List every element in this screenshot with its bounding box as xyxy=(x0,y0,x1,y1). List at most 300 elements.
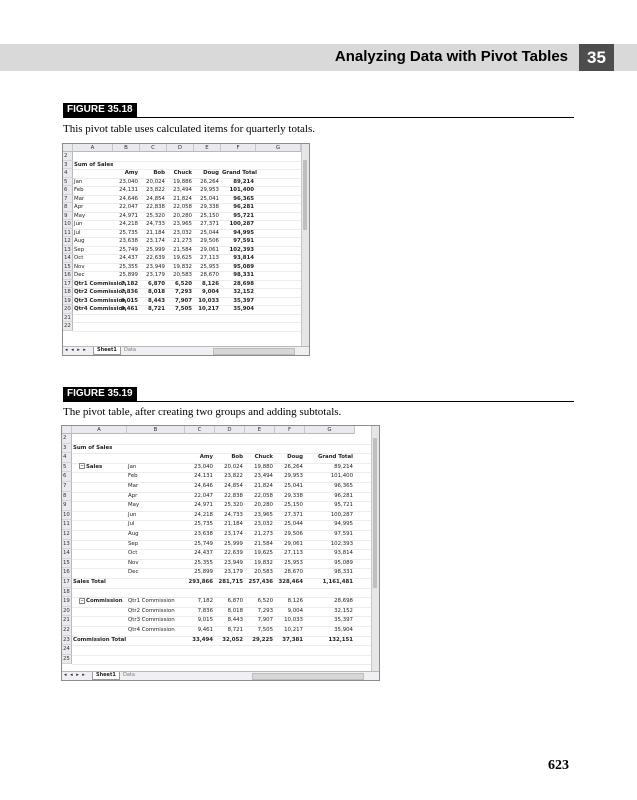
value-cell: 25,899 xyxy=(119,272,138,278)
value-cell: 23,032 xyxy=(173,229,192,236)
value-cell: 7,182 xyxy=(120,280,138,287)
value-cell: 27,113 xyxy=(200,255,219,261)
value-cell: 20,583 xyxy=(173,272,192,278)
group-label-commission xyxy=(73,597,131,607)
row-header[interactable]: 5 xyxy=(63,178,73,187)
column-label: Doug xyxy=(287,454,303,461)
value-cell: 24,218 xyxy=(119,221,138,227)
value-cell: 9,015 xyxy=(197,617,213,624)
value-cell: 21,584 xyxy=(254,540,273,547)
value-cell: 23,179 xyxy=(146,272,165,278)
row-label: Qtr1 Commission xyxy=(74,280,126,287)
row-label: Oct xyxy=(74,255,84,261)
sheet-nav-arrows[interactable]: ◂ ◂ ▸ ▸ xyxy=(65,347,87,353)
row-label: Sep xyxy=(74,246,85,253)
column-header[interactable]: B xyxy=(127,426,185,434)
column-header[interactable]: G xyxy=(256,144,301,152)
horizontal-scrollbar[interactable] xyxy=(213,348,295,355)
value-cell: 23,965 xyxy=(254,511,273,518)
value-cell: 8,126 xyxy=(287,598,303,605)
page-number: 623 xyxy=(548,758,569,773)
row-label: May xyxy=(128,502,140,509)
value-cell: 26,264 xyxy=(284,463,303,470)
value-cell: 100,287 xyxy=(330,511,353,518)
row-header[interactable]: 20 xyxy=(63,305,73,314)
row-header[interactable]: 19 xyxy=(63,297,73,306)
row-header[interactable]: 11 xyxy=(63,229,73,238)
value-cell: 23,965 xyxy=(173,221,192,227)
value-cell: 35,397 xyxy=(334,617,353,624)
row-header[interactable]: 12 xyxy=(62,530,72,540)
row-label: Sep xyxy=(128,540,139,547)
value-cell: 20,583 xyxy=(254,569,273,576)
value-cell: 29,338 xyxy=(200,204,219,210)
sheet-tab-data[interactable]: Data xyxy=(123,672,135,678)
row-header[interactable]: 15 xyxy=(63,263,73,272)
value-cell: 21,824 xyxy=(254,483,273,489)
subtotal-value: 33,494 xyxy=(192,636,213,643)
value-cell: 24,646 xyxy=(119,195,138,202)
subtotal-value: 32,052 xyxy=(222,636,243,643)
subtotal-label: Commission Total xyxy=(73,636,127,643)
value-cell: 35,397 xyxy=(233,297,254,304)
value-cell: 97,591 xyxy=(233,238,254,244)
value-cell: 19,625 xyxy=(173,255,192,261)
value-cell: 23,040 xyxy=(194,463,213,470)
value-cell: 29,506 xyxy=(284,531,303,537)
row-header[interactable]: 22 xyxy=(63,322,73,331)
row-header[interactable]: 9 xyxy=(63,212,73,221)
value-cell: 21,273 xyxy=(254,531,273,537)
subtotal-value: 257,436 xyxy=(248,579,273,585)
value-cell: 21,584 xyxy=(173,246,192,253)
row-label: Qtr3 Commission xyxy=(128,617,175,624)
subtotal-value: 281,715 xyxy=(218,579,243,585)
value-cell: 24,971 xyxy=(194,502,213,509)
value-cell: 25,041 xyxy=(200,195,219,202)
value-cell: 96,281 xyxy=(233,204,254,210)
row-label: Apr xyxy=(74,204,84,210)
value-cell: 24,437 xyxy=(119,255,138,261)
row-header[interactable]: 8 xyxy=(63,203,73,212)
value-cell: 20,024 xyxy=(224,463,243,470)
value-cell: 29,061 xyxy=(200,246,219,253)
value-cell: 23,822 xyxy=(224,473,243,480)
value-cell: 25,999 xyxy=(146,246,165,253)
row-header[interactable]: 7 xyxy=(63,195,73,204)
vertical-scrollbar-thumb[interactable] xyxy=(373,438,377,588)
value-cell: 25,044 xyxy=(200,229,219,236)
row-label: Nov xyxy=(128,559,139,566)
value-cell: 19,625 xyxy=(254,550,273,557)
column-label: Grand Total xyxy=(317,454,353,461)
column-header[interactable]: A xyxy=(72,426,127,434)
column-header[interactable]: B xyxy=(113,144,140,152)
value-cell: 26,264 xyxy=(200,178,219,185)
row-header[interactable]: 16 xyxy=(63,271,73,280)
value-cell: 102,393 xyxy=(330,540,353,547)
value-cell: 23,179 xyxy=(224,569,243,576)
value-cell: 24,733 xyxy=(146,221,165,227)
value-cell: 94,995 xyxy=(334,521,353,528)
subtotal-value: 132,151 xyxy=(328,636,353,643)
row-label: Jul xyxy=(74,229,81,236)
value-cell: 23,949 xyxy=(224,559,243,566)
group-name: Sales xyxy=(86,463,103,470)
row-label: Jan xyxy=(128,463,137,470)
vertical-scrollbar-thumb[interactable] xyxy=(303,160,307,230)
value-cell: 98,331 xyxy=(334,569,353,576)
value-cell: 23,638 xyxy=(119,238,138,244)
value-cell: 22,639 xyxy=(146,255,165,261)
value-cell: 21,824 xyxy=(173,195,192,202)
value-cell: 23,494 xyxy=(173,187,192,193)
row-label: Qtr4 Commission xyxy=(74,306,126,312)
value-cell: 102,393 xyxy=(229,246,254,253)
value-cell: 19,880 xyxy=(254,463,273,470)
value-cell: 22,639 xyxy=(224,550,243,557)
vertical-scrollbar[interactable] xyxy=(371,426,379,671)
row-header[interactable]: 14 xyxy=(62,549,72,559)
value-cell: 6,870 xyxy=(227,598,243,605)
value-cell: 25,953 xyxy=(284,559,303,566)
value-cell: 24,733 xyxy=(224,511,243,518)
row-header[interactable]: 21 xyxy=(62,616,72,626)
value-cell: 10,217 xyxy=(284,627,303,633)
value-cell: 100,287 xyxy=(229,221,254,227)
value-cell: 7,293 xyxy=(257,607,273,614)
sheet-tab-sheet1[interactable]: Sheet1 xyxy=(92,672,120,680)
row-header[interactable]: 14 xyxy=(63,254,73,263)
value-cell: 24,854 xyxy=(224,483,243,489)
row-header[interactable]: 21 xyxy=(63,314,73,323)
value-cell: 9,004 xyxy=(201,289,219,295)
value-cell: 8,126 xyxy=(201,280,219,287)
row-header[interactable]: 6 xyxy=(62,472,72,482)
value-cell: 98,331 xyxy=(233,272,254,278)
value-cell: 21,184 xyxy=(146,229,165,236)
value-cell: 19,886 xyxy=(173,178,192,185)
value-cell: 7,505 xyxy=(257,627,273,633)
figure-label: FIGURE 35.19 xyxy=(63,387,137,401)
value-cell: 23,040 xyxy=(119,178,138,185)
value-cell: 9,461 xyxy=(120,306,138,312)
sheet-tab-sheet1[interactable]: Sheet1 xyxy=(93,347,121,355)
figure-caption: The pivot table, after creating two groups and adding subtotals. xyxy=(63,406,342,418)
column-label: Chuck xyxy=(254,454,273,461)
value-cell: 24,646 xyxy=(194,483,213,489)
value-cell: 27,371 xyxy=(284,511,303,518)
row-label: Dec xyxy=(74,272,85,278)
row-label: Feb xyxy=(74,187,84,193)
row-header[interactable]: 2 xyxy=(63,152,73,161)
value-cell: 8,721 xyxy=(147,306,165,312)
value-cell: 8,721 xyxy=(227,627,243,633)
row-label: Qtr2 Commission xyxy=(74,289,126,295)
value-cell: 29,061 xyxy=(284,540,303,547)
column-label: Amy xyxy=(199,454,213,461)
row-label: Qtr2 Commission xyxy=(128,607,175,614)
value-cell: 25,150 xyxy=(200,212,219,219)
value-cell: 28,698 xyxy=(334,598,353,605)
value-cell: 9,015 xyxy=(120,297,138,304)
column-header-corner xyxy=(62,426,72,434)
row-header[interactable]: 7 xyxy=(62,482,72,492)
value-cell: 22,047 xyxy=(119,204,138,210)
row-label: Qtr1 Commission xyxy=(128,598,175,605)
value-cell: 20,280 xyxy=(173,212,192,219)
value-cell: 20,280 xyxy=(254,502,273,509)
column-header[interactable]: E xyxy=(194,144,221,152)
row-header[interactable]: 12 xyxy=(63,237,73,246)
value-cell: 25,749 xyxy=(119,246,138,253)
value-cell: 9,461 xyxy=(197,627,213,633)
value-cell: 21,273 xyxy=(173,238,192,244)
row-header[interactable]: 24 xyxy=(62,645,72,655)
figure-rule xyxy=(63,117,574,118)
subtotal-label: Sales Total xyxy=(73,579,106,585)
value-cell: 8,018 xyxy=(227,607,243,614)
row-label: Jun xyxy=(74,221,83,227)
subtotal-value: 293,866 xyxy=(188,579,213,585)
value-cell: 35,904 xyxy=(233,306,254,312)
value-cell: 23,822 xyxy=(146,187,165,193)
chapter-number: 35 xyxy=(579,44,614,71)
row-label: Qtr4 Commission xyxy=(128,627,175,633)
row-header[interactable]: 20 xyxy=(62,607,72,617)
column-header-corner xyxy=(63,144,73,152)
value-cell: 24,971 xyxy=(119,212,138,219)
row-header[interactable]: 13 xyxy=(63,246,73,255)
value-cell: 22,838 xyxy=(224,492,243,499)
value-cell: 19,832 xyxy=(173,263,192,270)
column-label: Amy xyxy=(124,170,138,176)
row-label: Feb xyxy=(128,473,138,480)
row-header[interactable]: 17 xyxy=(62,578,72,588)
row-header[interactable]: 22 xyxy=(62,626,72,636)
sheet-tab-bar xyxy=(63,346,309,355)
value-cell: 25,953 xyxy=(200,263,219,270)
value-cell: 7,293 xyxy=(174,289,192,295)
row-label: Nov xyxy=(74,263,85,270)
collapse-icon[interactable]: − xyxy=(80,463,84,469)
row-gridline xyxy=(72,655,371,666)
row-label: Aug xyxy=(128,531,139,537)
sheet-tab-bar xyxy=(62,671,379,680)
column-header[interactable]: F xyxy=(221,144,256,152)
row-header[interactable]: 10 xyxy=(62,511,72,521)
row-label: Jan xyxy=(74,178,83,185)
column-label: Chuck xyxy=(173,170,192,176)
row-label: Qtr3 Commission xyxy=(74,297,126,304)
value-cell: 7,836 xyxy=(120,289,138,295)
group-name: Commission xyxy=(86,598,123,605)
value-cell: 93,814 xyxy=(233,255,254,261)
row-header[interactable]: 18 xyxy=(63,288,73,297)
value-cell: 22,838 xyxy=(146,204,165,210)
value-cell: 25,150 xyxy=(284,502,303,509)
value-cell: 21,184 xyxy=(224,521,243,528)
vertical-scrollbar[interactable] xyxy=(301,144,309,346)
value-cell: 27,113 xyxy=(284,550,303,557)
value-cell: 25,355 xyxy=(194,559,213,566)
value-cell: 28,670 xyxy=(200,272,219,278)
horizontal-scrollbar[interactable] xyxy=(252,673,364,680)
row-header[interactable]: 8 xyxy=(62,492,72,502)
figure-rule xyxy=(63,401,574,402)
value-cell: 25,735 xyxy=(119,229,138,236)
row-label: Mar xyxy=(128,483,139,489)
row-label: Mar xyxy=(74,195,85,202)
value-cell: 6,520 xyxy=(257,598,273,605)
row-header[interactable]: 5 xyxy=(62,463,72,473)
value-cell: 95,721 xyxy=(334,502,353,509)
value-cell: 7,907 xyxy=(174,297,192,304)
column-header[interactable]: G xyxy=(305,426,355,434)
value-cell: 25,749 xyxy=(194,540,213,547)
value-cell: 24,131 xyxy=(194,473,213,480)
subtotal-value: 37,381 xyxy=(282,636,303,643)
value-cell: 95,089 xyxy=(233,263,254,270)
spreadsheet-figure-35-18 xyxy=(62,143,310,356)
value-cell: 96,365 xyxy=(334,483,353,489)
column-header[interactable]: D xyxy=(215,426,245,434)
figure-caption: This pivot table uses calculated items for quarterly totals. xyxy=(63,123,316,135)
column-header[interactable]: D xyxy=(167,144,194,152)
row-header[interactable]: 4 xyxy=(62,453,72,463)
column-label: Doug xyxy=(203,170,219,176)
row-label: Aug xyxy=(74,238,85,244)
column-header[interactable]: F xyxy=(275,426,305,434)
value-cell: 94,995 xyxy=(233,229,254,236)
value-cell: 25,320 xyxy=(146,212,165,219)
row-header[interactable]: 4 xyxy=(63,169,73,178)
spreadsheet-figure-35-19 xyxy=(61,425,380,681)
column-header[interactable]: C xyxy=(140,144,167,152)
column-header[interactable]: E xyxy=(245,426,275,434)
row-header[interactable]: 19 xyxy=(62,597,72,607)
row-header[interactable]: 15 xyxy=(62,559,72,569)
value-cell: 7,505 xyxy=(174,306,192,312)
row-label: Jun xyxy=(128,511,137,518)
value-cell: 19,832 xyxy=(254,559,273,566)
value-cell: 97,591 xyxy=(334,531,353,537)
value-cell: 89,214 xyxy=(334,463,353,470)
row-header[interactable]: 10 xyxy=(63,220,73,229)
value-cell: 22,058 xyxy=(254,492,273,499)
value-cell: 29,506 xyxy=(200,238,219,244)
row-label: Apr xyxy=(128,492,138,499)
value-cell: 7,907 xyxy=(257,617,273,624)
value-cell: 24,437 xyxy=(194,550,213,557)
value-cell: 25,041 xyxy=(284,483,303,489)
value-cell: 29,953 xyxy=(284,473,303,480)
row-header[interactable]: 2 xyxy=(62,434,72,444)
value-cell: 22,047 xyxy=(194,492,213,499)
row-label: Oct xyxy=(128,550,138,557)
value-cell: 96,365 xyxy=(233,195,254,202)
row-label: Dec xyxy=(128,569,139,576)
value-cell: 25,355 xyxy=(119,263,138,270)
column-header[interactable]: A xyxy=(73,144,113,152)
column-label: Bob xyxy=(231,454,243,461)
value-cell: 24,131 xyxy=(119,187,138,193)
value-cell: 6,870 xyxy=(147,280,165,287)
value-cell: 8,443 xyxy=(147,297,165,304)
row-header[interactable]: 3 xyxy=(62,444,72,454)
value-cell: 25,899 xyxy=(194,569,213,576)
value-cell: 22,058 xyxy=(173,204,192,210)
row-header[interactable]: 25 xyxy=(62,655,72,665)
row-header[interactable]: 11 xyxy=(62,520,72,530)
value-cell: 23,494 xyxy=(254,473,273,480)
value-cell: 10,033 xyxy=(284,617,303,624)
value-cell: 32,152 xyxy=(334,607,353,614)
sheet-tab-data[interactable]: Data xyxy=(124,347,136,353)
sheet-nav-arrows[interactable]: ◂ ◂ ▸ ▸ xyxy=(64,672,86,678)
pivot-title: Sum of Sales xyxy=(73,444,113,451)
row-label: May xyxy=(74,212,86,219)
row-header[interactable]: 18 xyxy=(62,588,72,598)
row-header[interactable]: 17 xyxy=(63,280,73,289)
value-cell: 35,904 xyxy=(334,627,353,633)
collapse-icon[interactable]: − xyxy=(80,597,84,603)
figure-label: FIGURE 35.18 xyxy=(63,103,137,117)
group-label-sales xyxy=(73,463,131,473)
row-header[interactable]: 6 xyxy=(63,186,73,195)
value-cell: 7,182 xyxy=(197,598,213,605)
value-cell: 101,400 xyxy=(330,473,353,480)
row-header[interactable]: 3 xyxy=(63,161,73,170)
value-cell: 8,443 xyxy=(227,617,243,624)
subtotal-value: 328,464 xyxy=(278,579,303,585)
value-cell: 6,520 xyxy=(174,280,192,287)
running-header-title: Analyzing Data with Pivot Tables xyxy=(334,48,568,65)
row-header[interactable]: 9 xyxy=(62,501,72,511)
value-cell: 101,400 xyxy=(229,187,254,193)
value-cell: 25,044 xyxy=(284,521,303,528)
value-cell: 10,033 xyxy=(198,297,219,304)
row-label: Jul xyxy=(128,521,135,528)
value-cell: 23,949 xyxy=(146,263,165,270)
value-cell: 23,638 xyxy=(194,531,213,537)
row-header[interactable]: 23 xyxy=(62,636,72,646)
value-cell: 32,152 xyxy=(233,289,254,295)
value-cell: 95,721 xyxy=(233,212,254,219)
column-label: Grand Total xyxy=(222,170,258,176)
value-cell: 23,032 xyxy=(254,521,273,528)
value-cell: 25,735 xyxy=(194,521,213,528)
value-cell: 23,174 xyxy=(224,531,243,537)
subtotal-value: 1,161,481 xyxy=(322,579,353,585)
value-cell: 28,670 xyxy=(284,569,303,576)
value-cell: 93,814 xyxy=(334,550,353,557)
row-header[interactable]: 13 xyxy=(62,540,72,550)
value-cell: 24,218 xyxy=(194,511,213,518)
value-cell: 25,999 xyxy=(224,540,243,547)
row-header[interactable]: 16 xyxy=(62,568,72,578)
value-cell: 89,214 xyxy=(233,178,254,185)
subtotal-value: 29,225 xyxy=(252,636,273,643)
value-cell: 25,320 xyxy=(224,502,243,509)
value-cell: 28,698 xyxy=(233,280,254,287)
column-header[interactable]: C xyxy=(185,426,215,434)
value-cell: 20,024 xyxy=(146,178,165,185)
value-cell: 7,836 xyxy=(197,607,213,614)
pivot-title: Sum of Sales xyxy=(74,161,114,168)
column-label: Bob xyxy=(153,170,165,176)
value-cell: 27,371 xyxy=(200,221,219,227)
